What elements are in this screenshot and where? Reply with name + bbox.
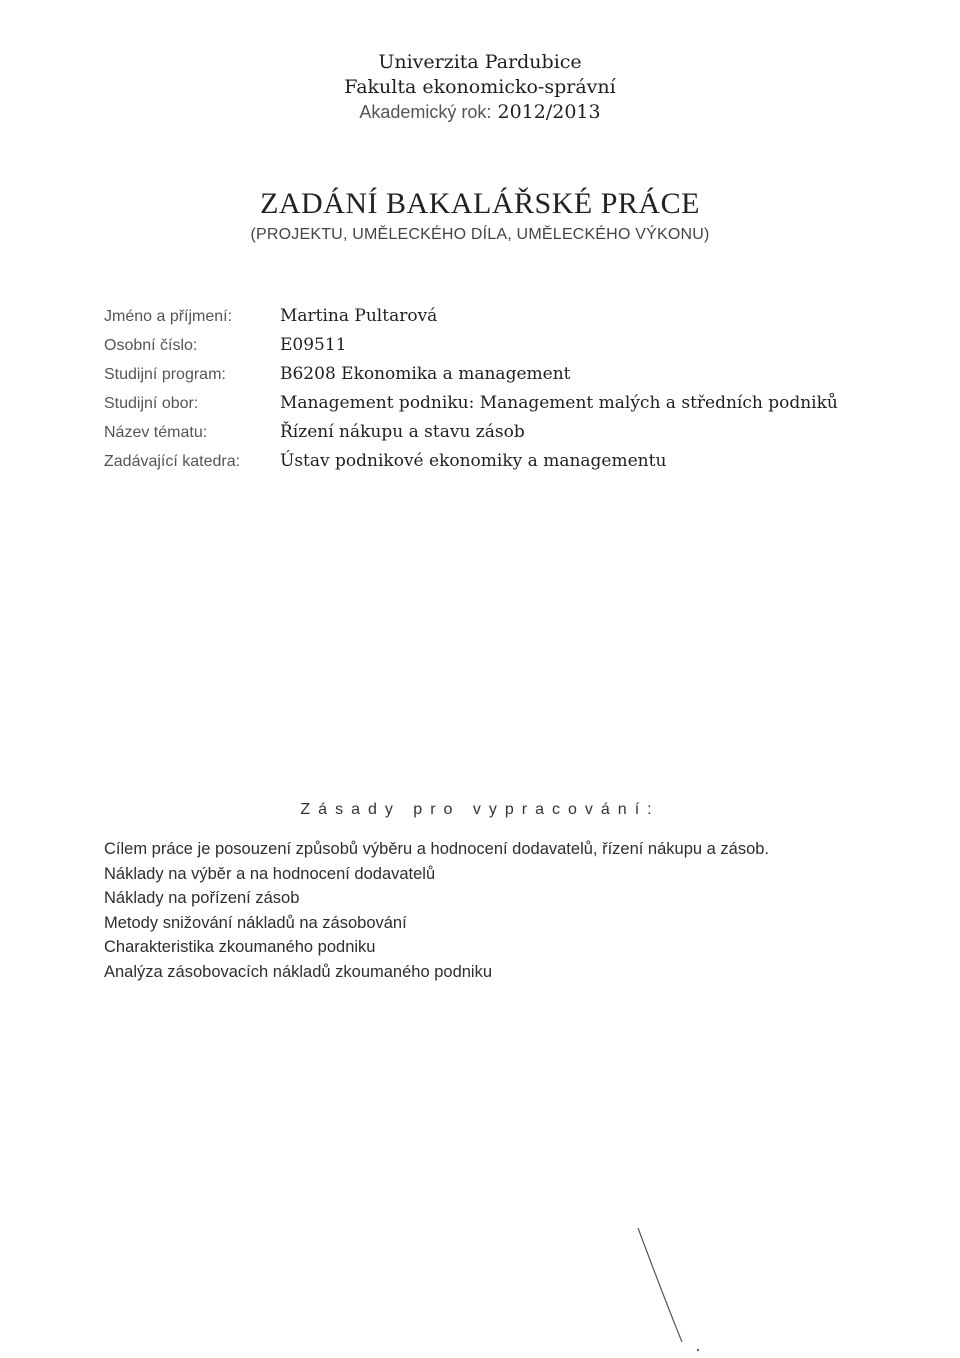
field-value: Martina Pultarová bbox=[280, 306, 438, 326]
academic-year bbox=[0, 100, 960, 125]
pen-stroke-mark bbox=[620, 1220, 720, 1358]
academic-year-value: 2012/2013 bbox=[497, 101, 601, 123]
field-row-name bbox=[104, 302, 884, 331]
student-info-fields bbox=[104, 302, 884, 476]
field-row-study-program bbox=[104, 360, 884, 389]
principle-line: Analýza zásobovacích nákladů zkoumaného podniku bbox=[104, 962, 493, 981]
principle-line: Charakteristika zkoumaného podniku bbox=[104, 938, 376, 956]
field-row-department bbox=[104, 447, 884, 476]
principle-line: Náklady na výběr a na hodnocení dodavatelů bbox=[104, 864, 436, 883]
principles-list bbox=[104, 837, 884, 984]
field-label: Zadávající katedra: bbox=[104, 453, 241, 470]
academic-year-label: Akademický rok: bbox=[359, 102, 492, 122]
principles-heading: Zásady pro vypracování: bbox=[300, 801, 660, 818]
field-label: Studijní program: bbox=[104, 366, 226, 383]
principle-line: Cílem práce je posouzení způsobů výběru a hodnocení dodavatelů, řízení nákupu a zásob. bbox=[104, 840, 770, 858]
field-value: Management podniku: Management malých a středních podniků bbox=[280, 393, 838, 413]
faculty-name: Fakulta ekonomicko-správní bbox=[344, 76, 616, 98]
university-name: Univerzita Pardubice bbox=[378, 51, 582, 73]
field-row-topic bbox=[104, 418, 884, 447]
field-label: Studijní obor: bbox=[104, 395, 199, 412]
document-title: ZADÁNÍ BAKALÁŘSKÉ PRÁCE bbox=[260, 187, 700, 220]
field-row-personal-number bbox=[104, 331, 884, 360]
principle-line: Metody snižování nákladů na zásobování bbox=[104, 913, 407, 932]
document-header bbox=[0, 50, 960, 125]
field-value: Řízení nákupu a stavu zásob bbox=[280, 422, 525, 442]
document-subtitle: (PROJEKTU, UMĚLECKÉHO DÍLA, UMĚLECKÉHO VÝKONU) bbox=[250, 226, 710, 243]
field-value: B6208 Ekonomika a management bbox=[280, 364, 571, 384]
field-label: Jméno a příjmení: bbox=[104, 308, 233, 325]
field-row-study-field bbox=[104, 389, 884, 418]
document-title-block bbox=[0, 187, 960, 244]
field-value: Ústav podnikové ekonomiky a managementu bbox=[280, 451, 667, 471]
principle-line: Náklady na pořízení zásob bbox=[104, 889, 300, 907]
field-value: E09511 bbox=[280, 335, 347, 355]
field-label: Osobní číslo: bbox=[104, 337, 198, 354]
field-label: Název tématu: bbox=[104, 424, 208, 441]
